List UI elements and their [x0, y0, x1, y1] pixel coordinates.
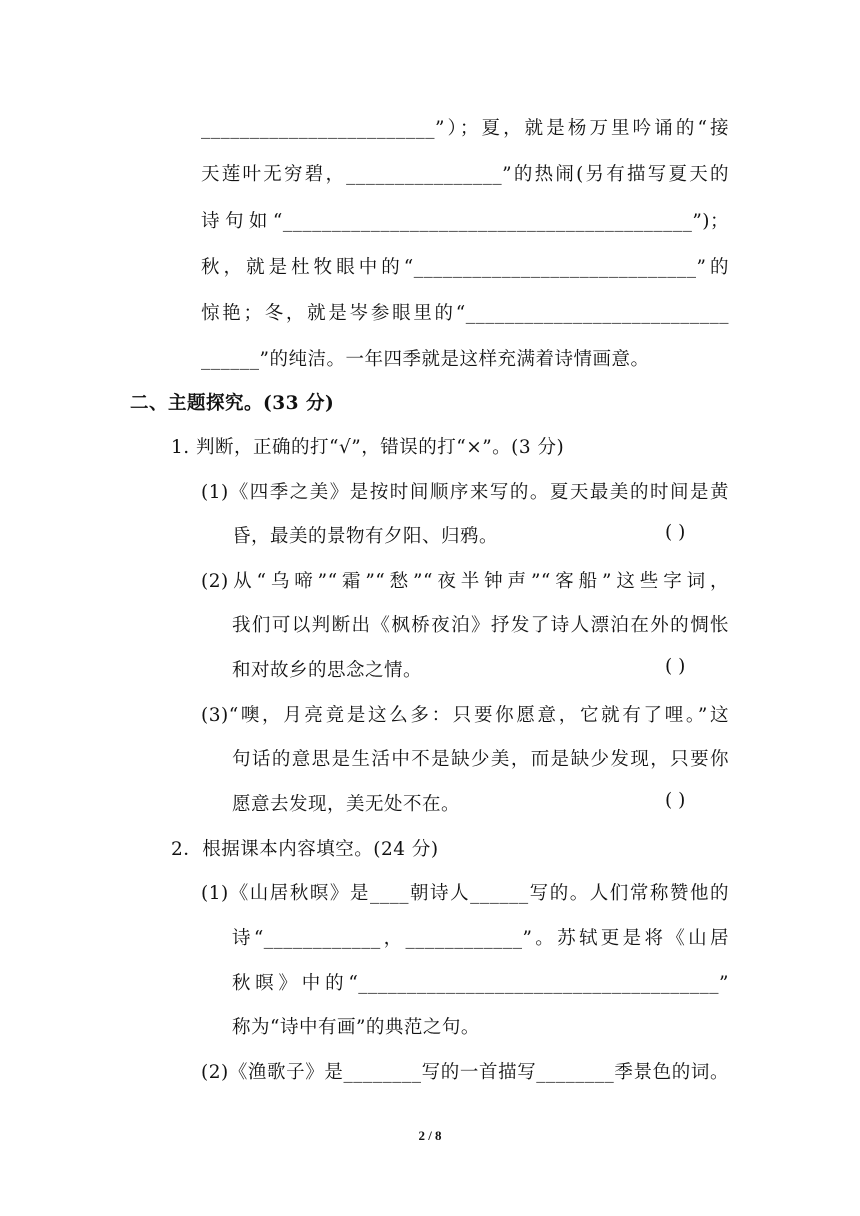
q1-item-2-line-2: 我们可以判断出《枫桥夜泊》抒发了诗人漂泊在外的惆怅 [232, 615, 729, 636]
answer-blank-3[interactable]: ( ) [665, 790, 686, 811]
answer-blank-1[interactable]: ( ) [665, 522, 686, 543]
q2-item-1-line-1: (1)《山居秋暝》是____朝诗人______写的。人们常称赞他的 [201, 883, 729, 904]
q1-item-1-line-2: 昏，最美的景物有夕阳、归鸦。 [232, 526, 499, 547]
section-heading: 二、主题探究。(33 分) [130, 393, 335, 414]
intro-line-2: 天莲叶无穷碧，________________”的热闹(另有描写夏天的 [201, 164, 729, 185]
q1-item-3-line-3: 愿意去发现，美无处不在。 [232, 794, 461, 815]
q2-item-1-line-4: 称为“诗中有画”的典范之句。 [232, 1017, 480, 1038]
question-1-title: 1. 判断，正确的打“√”，错误的打“×”。(3 分) [171, 437, 565, 458]
q1-item-2-line-3: 和对故乡的思念之情。 [232, 660, 423, 681]
q2-item-1-line-2: 诗“____________，____________”。苏轼更是将《山居 [232, 928, 729, 949]
intro-line-6: ______”的纯洁。一年四季就是这样充满着诗情画意。 [201, 349, 650, 370]
page-number: 2 / 8 [418, 1128, 442, 1143]
q1-item-3-line-2: 句话的意思是生活中不是缺少美，而是缺少发现，只要你 [232, 749, 729, 770]
intro-line-3: 诗句如“__________________________________________”)； [201, 211, 729, 232]
question-2-title: 2．根据课本内容填空。(24 分) [171, 839, 439, 860]
q2-item-2-line-1: (2)《渔歌子》是________写的一首描写________季景色的词。 [201, 1062, 729, 1083]
intro-line-4: 秋，就是杜牧眼中的“_____________________________”的 [201, 257, 729, 278]
q1-item-2-line-1: (2)从“乌啼”“霜”“愁”“夜半钟声”“客船”这些字词， [201, 571, 729, 592]
answer-blank-2[interactable]: ( ) [665, 656, 686, 677]
q1-item-1-line-1: (1)《四季之美》是按时间顺序来写的。夏天最美的时间是黄 [201, 482, 729, 503]
intro-line-5: 惊艳；冬，就是岑参眼里的“___________________________ [201, 303, 729, 324]
q1-item-3-line-1: (3)“噢，月亮竟是这么多：只要你愿意，它就有了哩。”这 [201, 705, 729, 726]
intro-line-1: ________________________”）；夏，就是杨万里吟诵的“接 [201, 118, 729, 139]
q2-item-1-line-3: 秋暝》中的“_____________________________________” [232, 973, 729, 994]
